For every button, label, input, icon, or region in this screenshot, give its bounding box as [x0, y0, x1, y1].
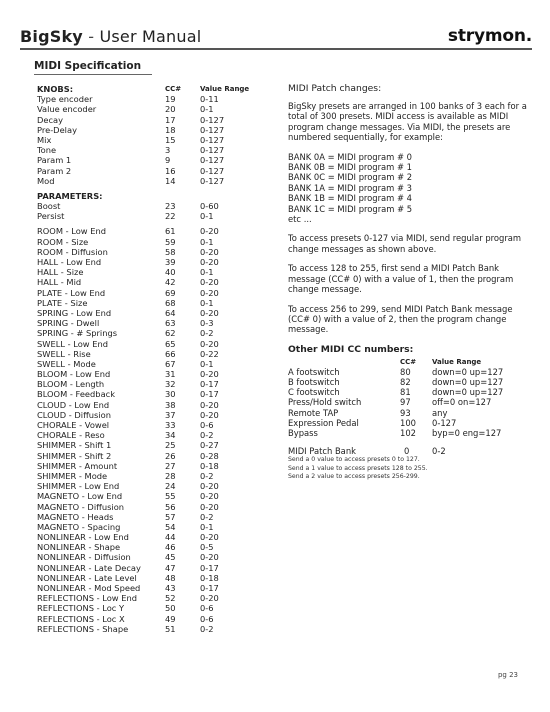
cc-range: 0-127: [200, 124, 225, 135]
cc-number: 67: [165, 358, 176, 369]
cc-number: 27: [165, 460, 176, 471]
cc-name: SHIMMER - Mode: [37, 470, 108, 481]
bank-mapping-item: etc ...: [288, 214, 312, 225]
cc-name: HALL - Mid: [37, 277, 82, 288]
other-cc-title: Other MIDI CC numbers:: [288, 343, 414, 355]
cc-range: 0-20: [200, 246, 219, 257]
cc-range: byp=0 eng=127: [432, 428, 502, 439]
cc-range: 0-127: [200, 145, 225, 156]
manual-name: User Manual: [99, 27, 202, 46]
table-row: [37, 166, 277, 176]
cc-number: 0: [404, 446, 410, 457]
cc-name: NONLINEAR - Late Decay: [37, 562, 141, 573]
cc-range: 0-18: [200, 460, 219, 471]
cc-name: Press/Hold switch: [288, 397, 362, 408]
patch-bank-note: Send a 1 value to access presets 128 to 255.: [288, 464, 428, 472]
table-row: [37, 461, 277, 471]
table-row: [37, 593, 277, 603]
table-row: [37, 211, 277, 221]
table-row: [288, 418, 528, 428]
cc-name: REFLECTIONS - Shape: [37, 623, 129, 634]
cc-range: 0-20: [200, 532, 219, 543]
parameters-header-row: [37, 191, 277, 201]
cc-range: 0-1: [200, 211, 214, 222]
cc-number: 58: [165, 246, 176, 257]
cc-name: MAGNETO - Heads: [37, 511, 114, 522]
cc-range: down=0 up=127: [432, 387, 504, 398]
cc-range: 0-20: [200, 409, 219, 420]
table-row: [37, 389, 277, 399]
cc-number: 102: [400, 428, 416, 439]
table-row: [37, 369, 277, 379]
bank-mapping-item: BANK 1B = MIDI program # 4: [288, 193, 413, 204]
presets-256-299-paragraph: To access 256 to 299, send MIDI Patch Bank message (CC# 0) with a value of 2, then the program change message.: [288, 303, 513, 335]
cc-name: SWELL - Mode: [37, 358, 96, 369]
table-row: [37, 104, 277, 114]
cc-name: SPRING - # Springs: [37, 328, 118, 339]
cc-number: 62: [165, 328, 176, 339]
cc-name: SHIMMER - Shift 2: [37, 450, 112, 461]
cc-number: 24: [165, 481, 176, 492]
cc-name: SWELL - Rise: [37, 348, 91, 359]
cc-number: 43: [165, 583, 176, 593]
section-title: MIDI Specification: [34, 60, 142, 72]
cc-name: Pre-Delay: [37, 124, 77, 135]
cc-name: Persist: [37, 211, 65, 222]
cc-range: 0-20: [200, 338, 219, 349]
table-row: [37, 298, 277, 308]
table-row: [37, 512, 277, 522]
table-row: [37, 288, 277, 298]
bank-mapping-item: BANK 0A = MIDI program # 0: [288, 151, 412, 162]
cc-name: ROOM - Low End: [37, 226, 106, 237]
cc-name: REFLECTIONS - Low End: [37, 593, 137, 604]
knobs-list: [37, 94, 277, 186]
table-row: [37, 522, 277, 532]
cc-range: 0-6: [200, 420, 214, 430]
table-row: [37, 308, 277, 318]
cc-number: 33: [165, 420, 176, 430]
table-row: [37, 339, 277, 349]
cc-number: 82: [400, 377, 411, 388]
table-row: [37, 420, 277, 430]
cc-number: 26: [165, 450, 176, 461]
table-row: [37, 277, 277, 287]
cc-range: 0-20: [200, 552, 219, 563]
cc-number: 28: [165, 470, 176, 481]
cc-range: 0-20: [200, 491, 219, 502]
table-row: [37, 145, 277, 155]
cc-range: 0-127: [432, 417, 457, 428]
patch-bank-row: [288, 446, 528, 456]
cc-range: 0-5: [200, 542, 214, 553]
cc-number: 16: [165, 165, 176, 176]
cc-number: 55: [165, 491, 176, 502]
cc-number: 34: [165, 430, 176, 441]
cc-name: NONLINEAR - Late Level: [37, 572, 137, 583]
cc-range: 0-1: [200, 358, 214, 369]
cc-column-header: CC#: [165, 85, 182, 93]
cc-number: 19: [165, 94, 176, 105]
table-row: [37, 573, 277, 583]
cc-name: ROOM - Diffusion: [37, 246, 108, 257]
right-column: [288, 83, 528, 481]
cc-number: 23: [165, 201, 176, 212]
cc-name: PLATE - Low End: [37, 287, 106, 298]
cc-number: 65: [165, 338, 176, 349]
cc-number: 45: [165, 552, 176, 563]
cc-range: 0-3: [200, 318, 214, 329]
cc-number: 68: [165, 297, 176, 308]
cc-number: 42: [165, 277, 176, 288]
cc-range: 0-6: [200, 613, 214, 624]
cc-range: 0-20: [200, 257, 219, 267]
table-row: [37, 359, 277, 369]
cc-range: 0-18: [200, 572, 219, 583]
table-row: [37, 624, 277, 634]
cc-name: CLOUD - Low End: [37, 399, 110, 410]
cc-range: down=0 up=127: [432, 377, 504, 388]
cc-range: 0-20: [200, 287, 219, 298]
title-separator: -: [82, 27, 100, 46]
cc-name: Decay: [37, 114, 64, 125]
cc-range: off=0 on=127: [432, 397, 492, 408]
table-row: [288, 377, 528, 387]
table-row: [288, 408, 528, 418]
patch-changes-title: MIDI Patch changes:: [288, 83, 382, 94]
cc-number: 59: [165, 236, 176, 247]
cc-range: 0-1: [200, 104, 214, 115]
cc-number: 47: [165, 562, 176, 573]
cc-name: Tone: [37, 145, 57, 156]
cc-number: 46: [165, 542, 176, 553]
cc-range: 0-17: [200, 389, 219, 400]
cc-range: 0-1: [200, 521, 214, 532]
cc-range: 0-127: [200, 155, 225, 166]
strymon-logo: strymon.: [447, 26, 532, 46]
cc-number: 20: [165, 104, 176, 115]
cc-number: 93: [400, 407, 411, 418]
presets-0-127-paragraph: To access presets 0-127 via MIDI, send regular program change messages as shown above.: [288, 233, 522, 254]
table-row: [37, 267, 277, 277]
cc-number: 37: [165, 409, 176, 420]
knobs-title: KNOBS:: [37, 84, 74, 94]
cc-number: 30: [165, 389, 176, 400]
cc-range: 0-17: [200, 583, 219, 593]
spacer: [288, 438, 528, 446]
range-column-header: Value Range: [200, 85, 250, 93]
cc-name: Expression Pedal: [288, 417, 359, 428]
cc-name: MAGNETO - Spacing: [37, 521, 121, 532]
table-row: [37, 603, 277, 613]
cc-range: 0-2: [200, 328, 214, 339]
bank-mapping-list: [288, 152, 528, 225]
table-row: [37, 532, 277, 542]
table-row: [288, 428, 528, 438]
cc-number: 66: [165, 348, 176, 359]
cc-name: Bypass: [288, 428, 318, 439]
cc-name: HALL - Low End: [37, 257, 102, 267]
cc-range: 0-2: [432, 446, 446, 457]
cc-range: 0-28: [200, 450, 219, 461]
table-row: [37, 328, 277, 338]
table-row: [37, 201, 277, 211]
table-row: [37, 410, 277, 420]
cc-range: 0-20: [200, 226, 219, 237]
cc-number: 97: [400, 397, 411, 408]
cc-number: 64: [165, 307, 176, 318]
cc-number: 44: [165, 532, 176, 543]
table-row: [37, 552, 277, 562]
patch-bank-notes: [288, 456, 528, 481]
cc-name: ROOM - Size: [37, 236, 89, 247]
cc-name: REFLECTIONS - Loc Y: [37, 603, 125, 614]
cc-number: 9: [165, 155, 171, 166]
bank-mapping-item: BANK 1A = MIDI program # 3: [288, 182, 412, 193]
cc-number: 3: [165, 145, 171, 156]
cc-number: 18: [165, 124, 176, 135]
cc-number: 80: [400, 366, 411, 377]
cc-range: 0-2: [200, 623, 214, 634]
cc-name: BLOOM - Feedback: [37, 389, 116, 400]
cc-name: SWELL - Low End: [37, 338, 108, 349]
table-row: [37, 257, 277, 267]
table-row: [37, 115, 277, 125]
table-row: [37, 400, 277, 410]
cc-name: HALL - Size: [37, 267, 84, 278]
cc-range: 0-17: [200, 379, 219, 390]
cc-range: 0-6: [200, 603, 214, 614]
cc-range: any: [432, 407, 448, 418]
cc-range: down=0 up=127: [432, 366, 504, 377]
cc-name: NONLINEAR - Diffusion: [37, 552, 131, 563]
table-row: [288, 397, 528, 407]
cc-range: 0-127: [200, 114, 225, 125]
cc-name: SHIMMER - Low End: [37, 481, 120, 492]
cc-name: REFLECTIONS - Loc X: [37, 613, 125, 624]
cc-range: 0-20: [200, 307, 219, 318]
table-row: [37, 94, 277, 104]
cc-name: BLOOM - Low End: [37, 369, 111, 380]
table-row: [37, 349, 277, 359]
cc-number: 81: [400, 387, 411, 398]
range-column-header: Value Range: [432, 357, 482, 366]
cc-name: B footswitch: [288, 377, 340, 388]
cc-name: Mix: [37, 134, 52, 145]
table-row: [37, 481, 277, 491]
parameters-list: [37, 201, 277, 221]
cc-name: C footswitch: [288, 387, 340, 398]
patch-bank-note: Send a 2 value to access presets 256-299.: [288, 472, 420, 480]
table-row: [37, 583, 277, 593]
cc-range: 0-20: [200, 481, 219, 492]
cc-number: 51: [165, 623, 176, 634]
cc-column-header: CC#: [400, 357, 417, 366]
cc-name: CHORALE - Reso: [37, 430, 105, 441]
cc-number: 39: [165, 257, 176, 267]
cc-number: 15: [165, 134, 176, 145]
cc-range: 0-2: [200, 470, 214, 481]
table-row: [37, 614, 277, 624]
header-divider: [20, 48, 532, 50]
cc-number: 50: [165, 603, 176, 614]
cc-name: Param 1: [37, 155, 72, 166]
cc-number: 25: [165, 440, 176, 451]
cc-name: SPRING - Dwell: [37, 318, 100, 329]
product-name: BigSky: [20, 27, 83, 46]
cc-name: Remote TAP: [288, 407, 339, 418]
cc-number: 56: [165, 501, 176, 512]
cc-name: SHIMMER - Amount: [37, 460, 118, 471]
cc-number: 17: [165, 114, 176, 125]
cc-number: 57: [165, 511, 176, 522]
bank-mapping-item: BANK 0B = MIDI program # 1: [288, 162, 413, 173]
cc-range: 0-127: [200, 134, 225, 145]
bank-mapping-item: BANK 0C = MIDI program # 2: [288, 172, 413, 183]
table-row: [37, 247, 277, 257]
cc-number: 31: [165, 369, 176, 380]
parameters-title: PARAMETERS:: [37, 190, 103, 201]
cc-number: 69: [165, 287, 176, 298]
cc-name: Boost: [37, 201, 61, 212]
cc-number: 14: [165, 175, 176, 186]
cc-number: 48: [165, 572, 176, 583]
cc-number: 49: [165, 613, 176, 624]
table-row: [37, 237, 277, 247]
cc-name: CHORALE - Vowel: [37, 420, 110, 430]
cc-name: NONLINEAR - Low End: [37, 532, 129, 543]
other-cc-header-row: [288, 357, 528, 367]
machine-parameters-list: [37, 226, 277, 634]
cc-range: 0-20: [200, 593, 219, 604]
cc-range: 0-60: [200, 201, 219, 212]
cc-number: 52: [165, 593, 176, 604]
table-row: [288, 367, 528, 377]
cc-range: 0-1: [200, 267, 214, 278]
cc-range: 0-127: [200, 175, 225, 186]
cc-name: A footswitch: [288, 366, 340, 377]
cc-number: 54: [165, 521, 176, 532]
other-cc-list: [288, 367, 528, 438]
cc-number: 22: [165, 211, 176, 222]
cc-name: PLATE - Size: [37, 297, 88, 308]
cc-range: 0-22: [200, 348, 219, 359]
cc-name: MAGNETO - Diffusion: [37, 501, 125, 512]
cc-name: BLOOM - Length: [37, 379, 105, 390]
table-row: [37, 379, 277, 389]
cc-range: 0-20: [200, 369, 219, 380]
section-underline: [34, 74, 152, 75]
table-row: [288, 387, 528, 397]
cc-name: SPRING - Low End: [37, 307, 112, 318]
table-row: [37, 491, 277, 501]
table-row: [37, 471, 277, 481]
table-row: [37, 125, 277, 135]
bank-mapping-item: BANK 1C = MIDI program # 5: [288, 203, 413, 214]
cc-range: 0-27: [200, 440, 219, 451]
cc-range: 0-2: [200, 511, 214, 522]
cc-number: 40: [165, 267, 176, 278]
table-row: [37, 176, 277, 186]
cc-number: 61: [165, 226, 176, 237]
cc-name: NONLINEAR - Shape: [37, 542, 121, 553]
cc-name: CLOUD - Diffusion: [37, 409, 112, 420]
cc-number: 32: [165, 379, 176, 390]
knobs-header-row: [37, 84, 277, 94]
midi-cc-table: [37, 84, 277, 634]
cc-range: 0-2: [200, 430, 214, 441]
cc-name: SHIMMER - Shift 1: [37, 440, 112, 451]
cc-name: Value encoder: [37, 104, 97, 115]
table-row: [37, 542, 277, 552]
page-number: pg 23: [497, 671, 518, 679]
cc-range: 0-127: [200, 165, 225, 176]
cc-range: 0-1: [200, 236, 214, 247]
cc-range: 0-1: [200, 297, 214, 308]
table-row: [37, 502, 277, 512]
cc-name: MAGNETO - Low End: [37, 491, 123, 502]
cc-number: 100: [400, 417, 416, 428]
cc-number: 63: [165, 318, 176, 329]
cc-name: Mod: [37, 175, 55, 186]
table-row: [37, 318, 277, 328]
cc-range: 0-20: [200, 501, 219, 512]
cc-number: 38: [165, 399, 176, 410]
cc-range: 0-17: [200, 562, 219, 573]
cc-range: 0-20: [200, 277, 219, 288]
patch-bank-note: Send a 0 value to access presets 0 to 127.: [288, 456, 420, 464]
table-row: [37, 440, 277, 450]
table-row: [37, 155, 277, 165]
cc-name: MIDI Patch Bank: [288, 446, 356, 457]
cc-name: NONLINEAR - Mod Speed: [37, 583, 141, 593]
cc-name: Param 2: [37, 165, 72, 176]
table-row: [37, 226, 277, 236]
table-row: [37, 430, 277, 440]
table-row: [37, 563, 277, 573]
document-title: [20, 27, 201, 46]
patch-intro-paragraph: BigSky presets are arranged in 100 banks of 3 each for a total of 300 presets. MIDI access is available as MIDI program change messages. Via MIDI, the presets are numbered sequentially, for example:: [288, 101, 527, 143]
table-row: [37, 451, 277, 461]
table-row: [37, 135, 277, 145]
cc-range: 0-20: [200, 399, 219, 410]
cc-range: 0-11: [200, 94, 219, 105]
presets-128-255-paragraph: To access 128 to 255, first send a MIDI Patch Bank message (CC# 0) with a value of 1, then the program change message.: [288, 263, 514, 295]
cc-name: Type encoder: [37, 94, 93, 105]
